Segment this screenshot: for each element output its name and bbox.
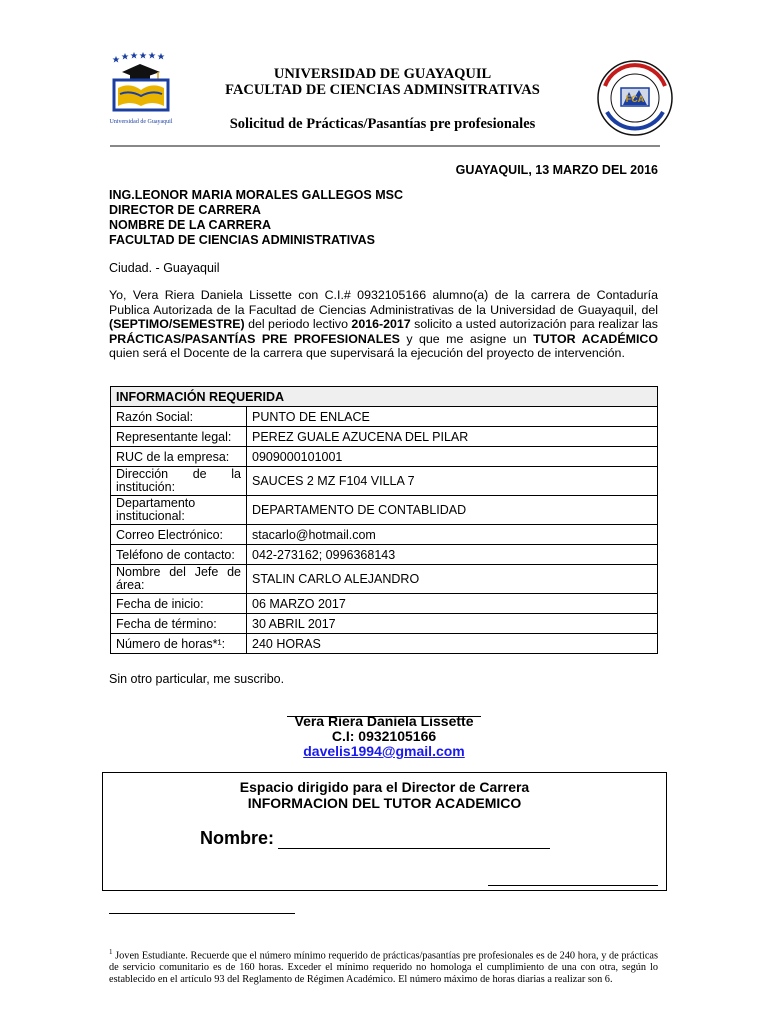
footnote-divider	[109, 913, 295, 914]
tutor-name-label: Nombre:	[200, 828, 275, 848]
university-logo	[108, 48, 174, 128]
closing-line: Sin otro particular, me suscribo.	[109, 672, 285, 686]
address-value: SAUCES 2 MZ F104 VILLA 7	[247, 467, 658, 496]
phone-value: 042-273162; 0996368143	[247, 545, 658, 565]
addressee-line: ING.LEONOR MARIA MORALES GALLEGOS MSC	[109, 188, 403, 202]
request-paragraph: Yo, Vera Riera Daniela Lissette con C.I.# 0932105166 alumno(a) de la carrera de Contaduría Publica Autorizada de la Facultad de Ciencias Administrativas de la Universidad de Guayaquil, del (SEPTIMO/SEMESTRE) del periodo lectivo 2016-2017 solicito a usted autorización para realizar las PRÁCTICAS/PASANTÍAS PRE PROFESIONALES y que me asigne un TUTOR ACADÉMICO quien será el Docente de la carrera que supervisará la ejecución del proyecto de intervención.	[109, 288, 658, 360]
signer-name: Vera Riera Daniela Lissette	[294, 713, 474, 729]
signer-id: C.I: 0932105166	[331, 728, 437, 744]
table-row: Nombre del Jefe de área: STALIN CARLO ALEJANDRO	[111, 565, 658, 594]
table-row: RUC de la empresa: 0909000101001	[111, 447, 658, 467]
header-divider	[110, 145, 660, 147]
document-subtitle: Solicitud de Prácticas/Pasantías pre profesionales	[229, 116, 536, 132]
director-signature-field[interactable]	[488, 885, 658, 886]
table-row: Fecha de término: 30 ABRIL 2017	[111, 614, 658, 634]
faculty-name: FACULTAD DE CIENCIAS ADMINSITRATIVAS	[225, 82, 540, 98]
document-date: GUAYAQUIL, 13 MARZO DEL 2016	[455, 163, 658, 177]
addressee-line: FACULTAD DE CIENCIAS ADMINISTRATIVAS	[109, 233, 375, 247]
table-header: INFORMACIÓN REQUERIDA	[111, 387, 658, 407]
end-date-value: 30 ABRIL 2017	[247, 614, 658, 634]
faculty-logo	[589, 58, 681, 138]
table-row: Departamento institucional: DEPARTAMENTO DE CONTABLIDAD	[111, 496, 658, 525]
table-row: Razón Social: PUNTO DE ENLACE	[111, 407, 658, 427]
table-row: Representante legal: PEREZ GUALE AZUCENA DEL PILAR	[111, 427, 658, 447]
department-value: DEPARTAMENTO DE CONTABLIDAD	[247, 496, 658, 525]
table-row: Teléfono de contacto: 042-273162; 0996368143	[111, 545, 658, 565]
company-name-value: PUNTO DE ENLACE	[247, 407, 658, 427]
director-section-title: Espacio dirigido para el Director de Carrera	[239, 779, 530, 795]
table-row: Fecha de inicio: 06 MARZO 2017	[111, 594, 658, 614]
table-row: Dirección de la institución: SAUCES 2 MZ F104 VILLA 7	[111, 467, 658, 496]
logo-caption: Universidad de Guayaquil	[109, 119, 173, 125]
university-name: UNIVERSIDAD DE GUAYAQUIL	[273, 66, 492, 82]
start-date-value: 06 MARZO 2017	[247, 594, 658, 614]
hours-value: 240 HORAS	[247, 634, 658, 654]
table-row: Correo Electrónico: stacarlo@hotmail.com	[111, 525, 658, 545]
addressee-line: NOMBRE DE LA CARRERA	[109, 218, 272, 232]
footnote: $^1$ Joven Estudiante. Recuerde que el número mínimo requerido de prácticas/pasantías pre profesionales es de 240 hora, y de prácticas de servicio comunitario es de 160 horas. Exceder el mínimo requerido no homologa el cumplimiento de una con otra, según lo establecido en el artículo 93 del Reglamento de Régimen Académico. El número máximo de horas diarias a realizar son 6.	[109, 948, 658, 986]
legal-rep-value: PEREZ GUALE AZUCENA DEL PILAR	[247, 427, 658, 447]
tutor-info-title: INFORMACION DEL TUTOR ACADEMICO	[247, 795, 522, 811]
signer-email-link[interactable]: davelis1994@gmail.com	[303, 743, 465, 759]
logo-center-text: FCA	[625, 94, 645, 104]
table-row: Número de horas*¹: 240 HORAS	[111, 634, 658, 654]
tutor-name-field[interactable]	[278, 848, 550, 849]
required-info-table	[110, 386, 658, 654]
addressee-line: DIRECTOR DE CARRERA	[109, 203, 261, 217]
area-head-value: STALIN CARLO ALEJANDRO	[247, 565, 658, 594]
email-value: stacarlo@hotmail.com	[247, 525, 658, 545]
city-line: Ciudad. - Guayaquil	[109, 261, 220, 275]
ruc-value: 0909000101001	[247, 447, 658, 467]
